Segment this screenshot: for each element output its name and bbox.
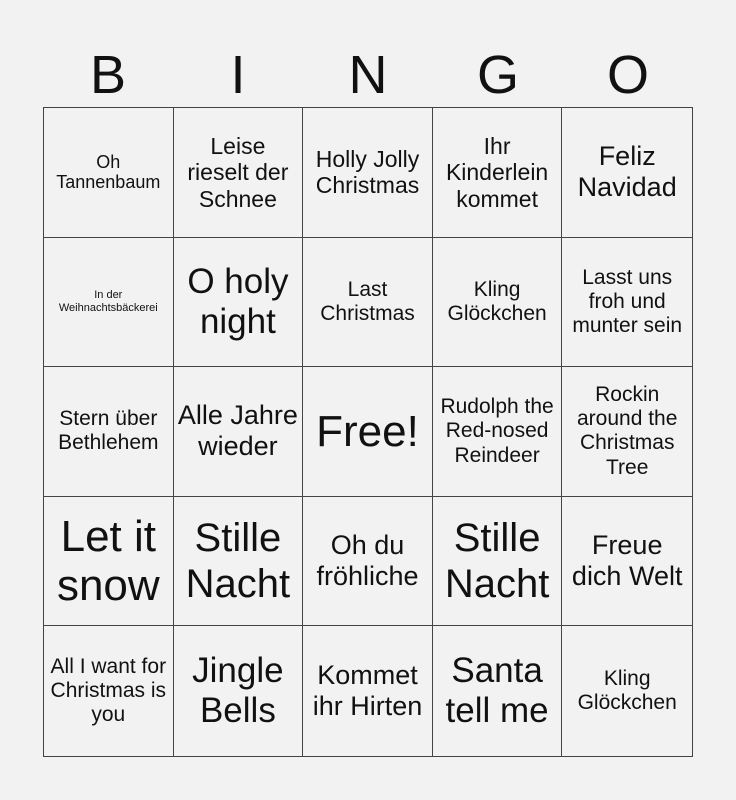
bingo-cell[interactable]: All I want for Christmas is you xyxy=(44,626,174,756)
bingo-cell[interactable]: Lasst uns froh und munter sein xyxy=(562,238,692,368)
bingo-cell[interactable]: Kommet ihr Hirten xyxy=(303,626,433,756)
bingo-cell[interactable]: Stille Nacht xyxy=(174,497,304,627)
bingo-cell[interactable]: Last Christmas xyxy=(303,238,433,368)
bingo-board xyxy=(43,107,693,757)
header-letter-b: B xyxy=(89,45,127,105)
bingo-cell[interactable]: Kling Glöckchen xyxy=(577,667,677,715)
bingo-cell[interactable]: Rudolph the Red-nosed Reindeer xyxy=(433,367,563,497)
free-space[interactable]: Free! xyxy=(303,367,433,497)
bingo-cell[interactable]: Santa tell me xyxy=(433,626,563,756)
bingo-cell[interactable]: Ihr Kinderlein kommet xyxy=(433,108,563,238)
bingo-cell[interactable]: Leise rieselt der Schnee xyxy=(174,108,304,238)
bingo-cell[interactable]: O holy night xyxy=(174,238,304,368)
bingo-cell[interactable]: Kling Glöckchen xyxy=(433,238,563,368)
bingo-cell[interactable]: Rockin around the Christmas Tree xyxy=(562,367,692,497)
header-letter-o: O xyxy=(606,45,649,105)
bingo-cell[interactable]: Let it snow xyxy=(44,497,174,627)
bingo-cell[interactable]: Feliz Navidad xyxy=(562,108,692,238)
bingo-cell[interactable]: Oh Tannenbaum xyxy=(44,108,174,238)
header-letter-i: I xyxy=(230,45,246,105)
bingo-cell[interactable]: Holly Jolly Christmas xyxy=(303,108,433,238)
bingo-cell[interactable]: Alle Jahre wieder xyxy=(174,367,304,497)
header-letter-n: N xyxy=(348,45,388,105)
bingo-cell[interactable]: Jingle Bells xyxy=(174,626,304,756)
bingo-cell[interactable]: Stern über Bethlehem xyxy=(44,367,174,497)
bingo-cell[interactable]: Freue dich Welt xyxy=(562,497,692,627)
bingo-cell[interactable]: Stille Nacht xyxy=(433,497,563,627)
bingo-cell[interactable]: In der Weihnachtsbäckerei xyxy=(44,238,174,368)
header-letter-g: G xyxy=(476,45,519,105)
bingo-header xyxy=(43,44,693,106)
bingo-cell[interactable]: Oh du fröhliche xyxy=(303,497,433,627)
